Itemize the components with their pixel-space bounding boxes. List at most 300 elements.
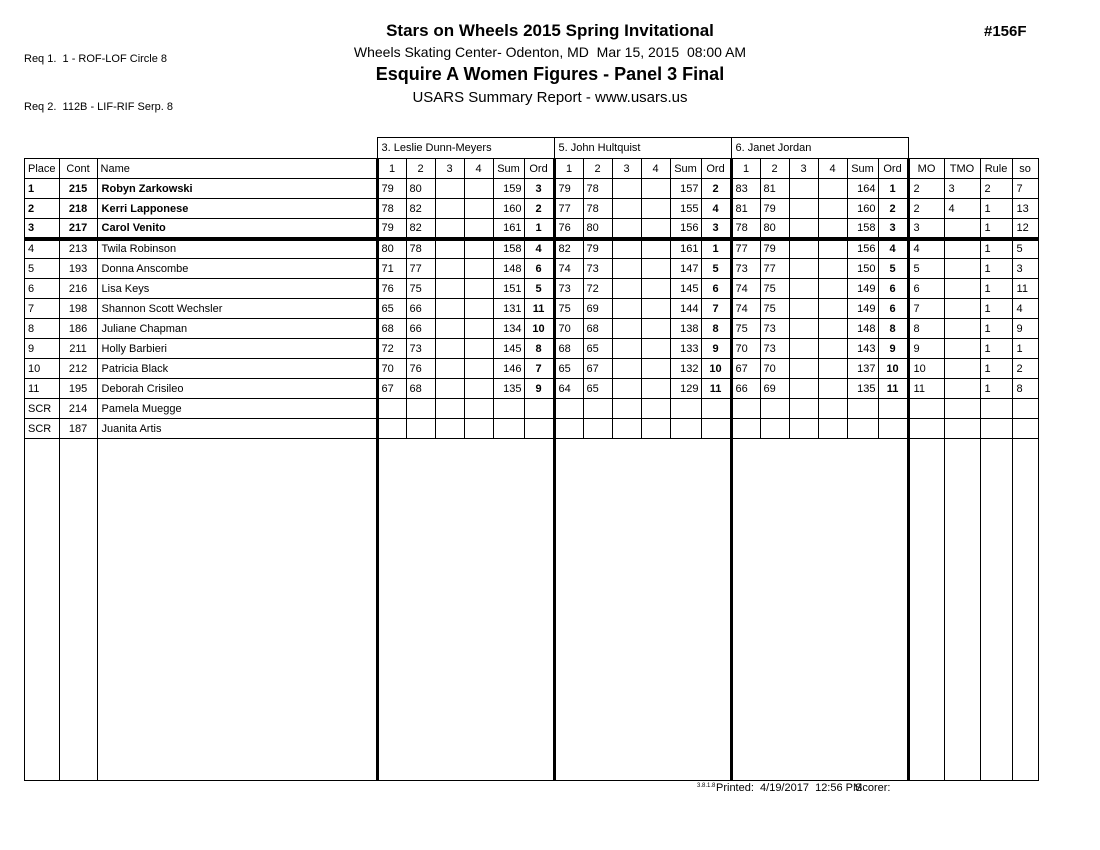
cell-score: 74 (731, 299, 760, 319)
cell-score (789, 419, 818, 439)
cell-score (612, 239, 641, 259)
cell-rule: 1 (980, 359, 1012, 379)
judge-header-row (25, 138, 1039, 159)
cell-place: 3 (25, 219, 60, 239)
cell-sum: 156 (670, 219, 701, 239)
cell-cont: 193 (59, 259, 97, 279)
cell-score: 82 (406, 199, 435, 219)
skater-row (25, 419, 1039, 439)
cell-score (612, 319, 641, 339)
cell-score (641, 319, 670, 339)
cell-score (760, 419, 789, 439)
cell-score: 68 (583, 319, 612, 339)
cell-ordinal: 9 (524, 379, 554, 399)
cell-so: 9 (1012, 319, 1038, 339)
event-number: #156F (984, 23, 1027, 40)
cell-place: 10 (25, 359, 60, 379)
skater-row (25, 219, 1039, 239)
cell-so: 7 (1012, 179, 1038, 199)
cell-score (435, 379, 464, 399)
cell-ordinal: 7 (524, 359, 554, 379)
cell-so: 11 (1012, 279, 1038, 299)
column-header: Rule (980, 159, 1012, 179)
cell-ordinal: 10 (701, 359, 731, 379)
cell-sum: 149 (847, 299, 878, 319)
cell-score: 79 (583, 239, 612, 259)
skater-row (25, 259, 1039, 279)
cell-so (1012, 419, 1038, 439)
cell-place: SCR (25, 419, 60, 439)
cell-score (818, 219, 847, 239)
cell-score: 73 (760, 339, 789, 359)
cell-tmo (944, 419, 980, 439)
cell-score: 79 (760, 199, 789, 219)
cell-score: 73 (760, 319, 789, 339)
cell-score: 75 (554, 299, 583, 319)
column-header: 2 (406, 159, 435, 179)
cell-score: 80 (406, 179, 435, 199)
cell-score (612, 219, 641, 239)
cell-score (612, 359, 641, 379)
cell-score: 66 (731, 379, 760, 399)
cell-sum: 134 (493, 319, 524, 339)
cell-score (377, 419, 406, 439)
report-header (0, 21, 1100, 106)
cell-score: 68 (377, 319, 406, 339)
cell-score (435, 239, 464, 259)
cell-score (641, 219, 670, 239)
cell-score: 80 (377, 239, 406, 259)
column-header: Sum (493, 159, 524, 179)
empty-rows-area (25, 439, 1039, 781)
column-header: Ord (701, 159, 731, 179)
spacer (25, 138, 378, 159)
cell-score: 67 (377, 379, 406, 399)
cell-so: 12 (1012, 219, 1038, 239)
cell-score (789, 239, 818, 259)
column-header: Ord (524, 159, 554, 179)
cell-sum: 133 (670, 339, 701, 359)
column-header: Sum (670, 159, 701, 179)
cell-score: 70 (731, 339, 760, 359)
cell-score (641, 359, 670, 379)
column-header: 4 (818, 159, 847, 179)
empty-cell (97, 439, 377, 781)
cell-score (612, 199, 641, 219)
cell-score: 67 (731, 359, 760, 379)
cell-sum: 129 (670, 379, 701, 399)
cell-score (731, 399, 760, 419)
skater-row (25, 279, 1039, 299)
cell-tmo (944, 319, 980, 339)
cell-score: 69 (583, 299, 612, 319)
cell-name: Kerri Lapponese (97, 199, 377, 219)
cell-score: 80 (760, 219, 789, 239)
cell-rule: 1 (980, 339, 1012, 359)
cell-score (435, 419, 464, 439)
cell-score (641, 399, 670, 419)
cell-score: 82 (406, 219, 435, 239)
cell-score (435, 219, 464, 239)
cell-sum: 144 (670, 299, 701, 319)
cell-rule: 1 (980, 239, 1012, 259)
cell-name: Robyn Zarkowski (97, 179, 377, 199)
table-body (25, 179, 1039, 781)
cell-ordinal: 1 (524, 219, 554, 239)
cell-sum: 131 (493, 299, 524, 319)
cell-place: 8 (25, 319, 60, 339)
empty-cell (908, 439, 944, 781)
cell-score (818, 279, 847, 299)
cell-score (435, 359, 464, 379)
column-header: Ord (878, 159, 908, 179)
cell-score: 78 (583, 179, 612, 199)
cell-score: 73 (406, 339, 435, 359)
column-header: Place (25, 159, 60, 179)
cell-score: 75 (406, 279, 435, 299)
cell-score (612, 299, 641, 319)
cell-score (464, 419, 493, 439)
cell-place: 1 (25, 179, 60, 199)
cell-score (818, 179, 847, 199)
printed-timestamp: Printed: 4/19/2017 12:56 PM (716, 782, 863, 794)
cell-score: 76 (406, 359, 435, 379)
cell-sum: 145 (670, 279, 701, 299)
cell-ordinal (524, 399, 554, 419)
cell-score (612, 419, 641, 439)
cell-score (464, 379, 493, 399)
cell-score (789, 199, 818, 219)
cell-mo: 4 (908, 239, 944, 259)
cell-score: 70 (554, 319, 583, 339)
cell-ordinal (878, 419, 908, 439)
cell-rule: 1 (980, 199, 1012, 219)
cell-so: 3 (1012, 259, 1038, 279)
cell-sum: 156 (847, 239, 878, 259)
cell-sum: 151 (493, 279, 524, 299)
cell-mo (908, 399, 944, 419)
cell-score (789, 279, 818, 299)
cell-score (731, 419, 760, 439)
cell-score (641, 279, 670, 299)
cell-score (612, 399, 641, 419)
cell-score (464, 239, 493, 259)
cell-score: 70 (760, 359, 789, 379)
cell-score: 78 (731, 219, 760, 239)
cell-score (612, 259, 641, 279)
cell-ordinal: 2 (701, 179, 731, 199)
cell-score (818, 239, 847, 259)
cell-name: Deborah Crisileo (97, 379, 377, 399)
column-header: 2 (583, 159, 612, 179)
cell-score (789, 359, 818, 379)
cell-sum (670, 419, 701, 439)
cell-place: 2 (25, 199, 60, 219)
cell-sum: 143 (847, 339, 878, 359)
cell-score: 66 (406, 319, 435, 339)
cell-score: 77 (731, 239, 760, 259)
skater-row (25, 379, 1039, 399)
cell-ordinal: 11 (878, 379, 908, 399)
cell-score (818, 259, 847, 279)
cell-score (464, 299, 493, 319)
cell-score: 77 (554, 199, 583, 219)
cell-score: 68 (554, 339, 583, 359)
cell-score (641, 419, 670, 439)
cell-so: 5 (1012, 239, 1038, 259)
empty-cell (731, 439, 908, 781)
cell-sum: 146 (493, 359, 524, 379)
cell-sum: 148 (493, 259, 524, 279)
report-type-line: USARS Summary Report - www.usars.us (412, 89, 688, 106)
cell-score: 75 (731, 319, 760, 339)
cell-name: Carol Venito (97, 219, 377, 239)
cell-score: 75 (760, 299, 789, 319)
cell-ordinal: 6 (701, 279, 731, 299)
column-header: TMO (944, 159, 980, 179)
cell-score: 78 (377, 199, 406, 219)
cell-mo: 2 (908, 179, 944, 199)
cell-ordinal: 4 (701, 199, 731, 219)
column-header: Cont (59, 159, 97, 179)
cell-so: 1 (1012, 339, 1038, 359)
cell-cont: 213 (59, 239, 97, 259)
cell-score (789, 179, 818, 199)
empty-cell (59, 439, 97, 781)
cell-score: 74 (731, 279, 760, 299)
cell-score (464, 199, 493, 219)
cell-ordinal: 8 (524, 339, 554, 359)
spacer (908, 138, 1038, 159)
column-header: 4 (641, 159, 670, 179)
cell-score (435, 319, 464, 339)
cell-sum: 155 (670, 199, 701, 219)
cell-score: 65 (583, 379, 612, 399)
cell-score: 79 (377, 179, 406, 199)
cell-rule: 1 (980, 319, 1012, 339)
cell-mo: 5 (908, 259, 944, 279)
cell-score: 69 (760, 379, 789, 399)
cell-ordinal: 11 (524, 299, 554, 319)
cell-ordinal: 11 (701, 379, 731, 399)
results-table (24, 137, 1039, 781)
event-title: Esquire A Women Figures - Panel 3 Final (375, 64, 725, 84)
cell-score (789, 219, 818, 239)
skater-row (25, 299, 1039, 319)
cell-score: 66 (406, 299, 435, 319)
cell-ordinal: 3 (878, 219, 908, 239)
cell-sum: 137 (847, 359, 878, 379)
cell-score (435, 339, 464, 359)
column-header: 3 (612, 159, 641, 179)
cell-mo: 11 (908, 379, 944, 399)
cell-sum (493, 399, 524, 419)
cell-name: Twila Robinson (97, 239, 377, 259)
cell-score: 71 (377, 259, 406, 279)
cell-score: 76 (377, 279, 406, 299)
cell-sum (670, 399, 701, 419)
cell-rule (980, 399, 1012, 419)
column-header: 1 (554, 159, 583, 179)
cell-sum: 158 (493, 239, 524, 259)
cell-sum: 149 (847, 279, 878, 299)
cell-score (464, 399, 493, 419)
cell-sum: 150 (847, 259, 878, 279)
column-header-row (25, 159, 1039, 179)
cell-ordinal (701, 419, 731, 439)
cell-score: 79 (377, 219, 406, 239)
cell-ordinal: 4 (878, 239, 908, 259)
cell-sum (847, 419, 878, 439)
req-line-2: Req 2. 112B - LIF-RIF Serp. 8 (24, 101, 173, 113)
cell-score (789, 259, 818, 279)
cell-score: 83 (731, 179, 760, 199)
cell-tmo (944, 299, 980, 319)
cell-score: 67 (583, 359, 612, 379)
cell-score (554, 419, 583, 439)
empty-cell (980, 439, 1012, 781)
cell-place: 9 (25, 339, 60, 359)
empty-cell (1012, 439, 1038, 781)
cell-score: 81 (760, 179, 789, 199)
empty-cell (377, 439, 554, 781)
cell-score (818, 419, 847, 439)
cell-score (818, 379, 847, 399)
column-header: 4 (464, 159, 493, 179)
cell-name: Holly Barbieri (97, 339, 377, 359)
cell-sum (493, 419, 524, 439)
cell-cont: 218 (59, 199, 97, 219)
cell-ordinal: 3 (524, 179, 554, 199)
cell-ordinal: 3 (701, 219, 731, 239)
cell-ordinal: 5 (524, 279, 554, 299)
cell-ordinal: 6 (524, 259, 554, 279)
cell-score (554, 399, 583, 419)
cell-score (435, 199, 464, 219)
cell-ordinal: 6 (878, 279, 908, 299)
cell-score: 79 (760, 239, 789, 259)
cell-mo: 6 (908, 279, 944, 299)
cell-score (641, 239, 670, 259)
cell-score: 72 (583, 279, 612, 299)
column-header: MO (908, 159, 944, 179)
cell-name: Patricia Black (97, 359, 377, 379)
cell-score (641, 339, 670, 359)
cell-score: 73 (554, 279, 583, 299)
cell-ordinal: 2 (524, 199, 554, 219)
cell-tmo (944, 239, 980, 259)
cell-so: 8 (1012, 379, 1038, 399)
cell-score: 64 (554, 379, 583, 399)
cell-score (583, 419, 612, 439)
cell-place: SCR (25, 399, 60, 419)
cell-ordinal: 8 (701, 319, 731, 339)
cell-score (612, 179, 641, 199)
cell-score (435, 279, 464, 299)
cell-place: 11 (25, 379, 60, 399)
venue-date-line: Wheels Skating Center- Odenton, MD Mar 15, 2015 08:00 AM (353, 44, 747, 60)
empty-cell (25, 439, 60, 781)
cell-score (818, 399, 847, 419)
cell-ordinal (701, 399, 731, 419)
cell-cont: 186 (59, 319, 97, 339)
cell-score (612, 379, 641, 399)
cell-score (818, 339, 847, 359)
req-line-1: Req 1. 1 - ROF-LOF Circle 8 (24, 53, 168, 65)
cell-tmo (944, 379, 980, 399)
cell-score (789, 339, 818, 359)
cell-score (818, 319, 847, 339)
cell-score: 79 (554, 179, 583, 199)
cell-ordinal: 1 (701, 239, 731, 259)
cell-sum: 135 (493, 379, 524, 399)
cell-name: Juliane Chapman (97, 319, 377, 339)
skater-row (25, 399, 1039, 419)
software-version: 3.8.1.8 (697, 783, 716, 789)
cell-ordinal: 9 (878, 339, 908, 359)
cell-mo (908, 419, 944, 439)
cell-rule: 1 (980, 379, 1012, 399)
cell-score (583, 399, 612, 419)
cell-ordinal (878, 399, 908, 419)
column-header: 2 (760, 159, 789, 179)
cell-tmo (944, 399, 980, 419)
cell-rule: 1 (980, 219, 1012, 239)
cell-ordinal (524, 419, 554, 439)
cell-score (464, 179, 493, 199)
cell-ordinal: 9 (701, 339, 731, 359)
skater-row (25, 339, 1039, 359)
cell-score (818, 299, 847, 319)
column-header: 1 (731, 159, 760, 179)
cell-sum: 147 (670, 259, 701, 279)
cell-mo: 10 (908, 359, 944, 379)
cell-cont: 216 (59, 279, 97, 299)
cell-sum: 158 (847, 219, 878, 239)
cell-name: Donna Anscombe (97, 259, 377, 279)
cell-sum: 164 (847, 179, 878, 199)
cell-rule: 1 (980, 279, 1012, 299)
scorer-label: Scorer: (855, 782, 891, 794)
cell-rule: 2 (980, 179, 1012, 199)
cell-score (641, 179, 670, 199)
cell-name: Lisa Keys (97, 279, 377, 299)
cell-mo: 9 (908, 339, 944, 359)
cell-ordinal: 5 (701, 259, 731, 279)
cell-ordinal: 4 (524, 239, 554, 259)
judge-name-header: 5. John Hultquist (554, 138, 731, 159)
cell-cont: 212 (59, 359, 97, 379)
cell-score (406, 399, 435, 419)
cell-mo: 3 (908, 219, 944, 239)
judge-name-header: 3. Leslie Dunn-Meyers (377, 138, 554, 159)
cell-sum: 161 (493, 219, 524, 239)
judge-name-header: 6. Janet Jordan (731, 138, 908, 159)
cell-mo: 2 (908, 199, 944, 219)
cell-mo: 8 (908, 319, 944, 339)
cell-sum: 132 (670, 359, 701, 379)
cell-place: 6 (25, 279, 60, 299)
cell-so: 2 (1012, 359, 1038, 379)
column-header: 3 (435, 159, 464, 179)
cell-score: 73 (731, 259, 760, 279)
cell-sum: 160 (493, 199, 524, 219)
cell-score (789, 379, 818, 399)
cell-score: 78 (406, 239, 435, 259)
cell-score (612, 279, 641, 299)
cell-score: 82 (554, 239, 583, 259)
cell-sum: 135 (847, 379, 878, 399)
